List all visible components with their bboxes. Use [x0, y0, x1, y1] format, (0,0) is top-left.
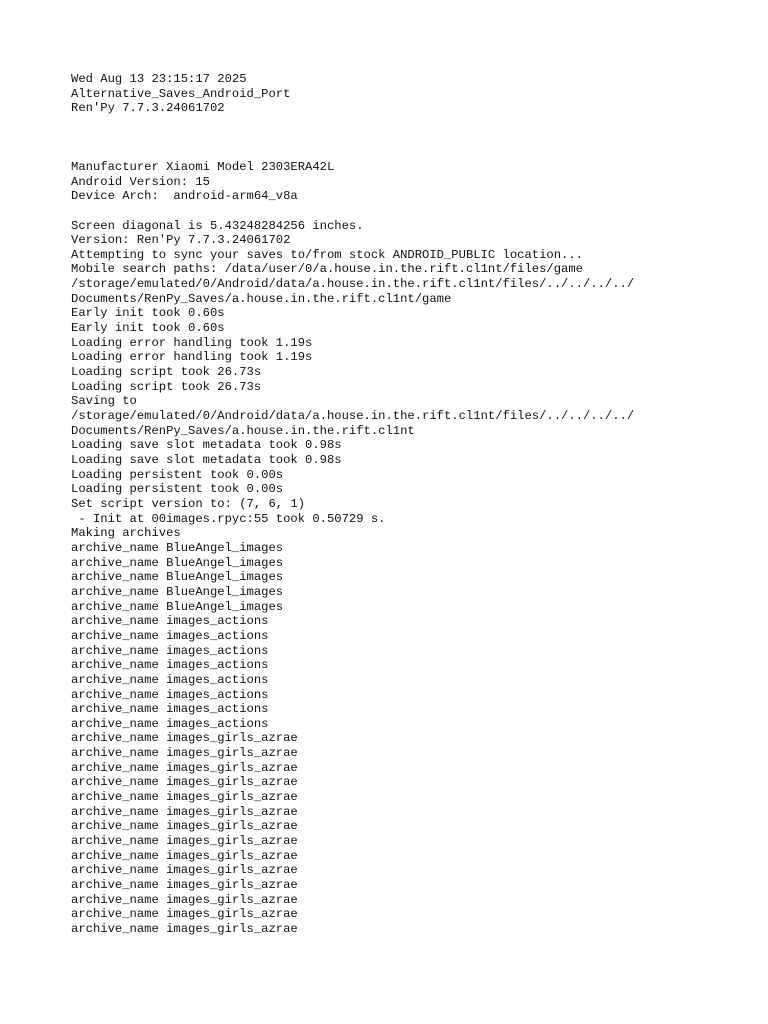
log-line: archive_name BlueAngel_images — [71, 540, 284, 555]
log-line: archive_name images_actions — [71, 628, 269, 643]
log-line: Loading error handling took 1.19s — [71, 350, 313, 365]
log-line: archive_name images_girls_azrae — [71, 790, 298, 805]
log-line: Ren'Py 7.7.3.24061702 — [71, 101, 225, 116]
log-line: - Init at 00images.rpyc:55 took 0.50729 s. — [71, 511, 386, 526]
log-line: archive_name images_actions — [71, 687, 269, 702]
log-line: Early init took 0.60s — [71, 306, 225, 321]
log-line: Set script version to: (7, 6, 1) — [71, 496, 306, 511]
log-line: archive_name images_girls_azrae — [71, 731, 298, 746]
log-line: Early init took 0.60s — [71, 321, 225, 336]
log-line: archive_name BlueAngel_images — [71, 555, 284, 570]
log-line: archive_name images_girls_azrae — [71, 819, 298, 834]
log-line: Version: Ren'Py 7.7.3.24061702 — [71, 233, 291, 248]
log-line: Documents/RenPy_Saves/a.house.in.the.rift.cl1nt/game — [71, 291, 452, 306]
log-line: Android Version: 15 — [71, 174, 210, 189]
log-line: archive_name images_girls_azrae — [71, 892, 298, 907]
log-line: archive_name images_girls_azrae — [71, 834, 298, 849]
log-line: archive_name images_actions — [71, 702, 269, 717]
log-line: archive_name images_actions — [71, 614, 269, 629]
log-line: Saving to — [71, 394, 137, 409]
log-line: Manufacturer Xiaomi Model 2303ERA42L — [71, 159, 335, 174]
log-line: Loading persistent took 0.00s — [71, 467, 284, 482]
log-line: Loading script took 26.73s — [71, 365, 262, 380]
log-line: archive_name images_girls_azrae — [71, 907, 298, 922]
log-line: archive_name images_girls_azrae — [71, 878, 298, 893]
log-line: archive_name BlueAngel_images — [71, 599, 284, 614]
log-line: Device Arch: android-arm64_v8a — [71, 189, 298, 204]
log-line: archive_name images_girls_azrae — [71, 863, 298, 878]
log-line: Making archives — [71, 526, 181, 541]
log-line: /storage/emulated/0/Android/data/a.house.in.the.rift.cl1nt/files/../../../../ — [71, 409, 635, 424]
log-line: archive_name images_girls_azrae — [71, 804, 298, 819]
log-line — [71, 204, 751, 219]
log-line: Alternative_Saves_Android_Port — [71, 86, 291, 101]
log-line: Mobile search paths: /data/user/0/a.house.in.the.rift.cl1nt/files/game — [71, 262, 583, 277]
log-line: archive_name images_girls_azrae — [71, 775, 298, 790]
log-line: archive_name BlueAngel_images — [71, 570, 284, 585]
log-line: Documents/RenPy_Saves/a.house.in.the.rift.cl1nt — [71, 423, 415, 438]
log-line: archive_name images_girls_azrae — [71, 848, 298, 863]
log-line: archive_name images_actions — [71, 716, 269, 731]
log-line: /storage/emulated/0/Android/data/a.house.in.the.rift.cl1nt/files/../../../../ — [71, 277, 635, 292]
log-line: Attempting to sync your saves to/from stock ANDROID_PUBLIC location... — [71, 247, 583, 262]
log-document — [71, 72, 751, 937]
log-line — [71, 131, 751, 146]
log-line: Loading script took 26.73s — [71, 379, 262, 394]
log-line: archive_name images_girls_azrae — [71, 746, 298, 761]
log-line: archive_name images_actions — [71, 672, 269, 687]
log-line — [71, 116, 751, 131]
log-line: archive_name images_girls_azrae — [71, 760, 298, 775]
log-line: archive_name BlueAngel_images — [71, 584, 284, 599]
log-line: Wed Aug 13 23:15:17 2025 — [71, 72, 247, 86]
log-line: Screen diagonal is 5.43248284256 inches. — [71, 218, 364, 233]
log-line: Loading save slot metadata took 0.98s — [71, 438, 342, 453]
log-line: archive_name images_actions — [71, 643, 269, 658]
log-line: archive_name images_girls_azrae — [71, 922, 298, 936]
log-line: archive_name images_actions — [71, 658, 269, 673]
log-line: Loading persistent took 0.00s — [71, 482, 284, 497]
log-line — [71, 145, 751, 160]
log-line: Loading save slot metadata took 0.98s — [71, 453, 342, 467]
log-line: Loading error handling took 1.19s — [71, 335, 313, 350]
